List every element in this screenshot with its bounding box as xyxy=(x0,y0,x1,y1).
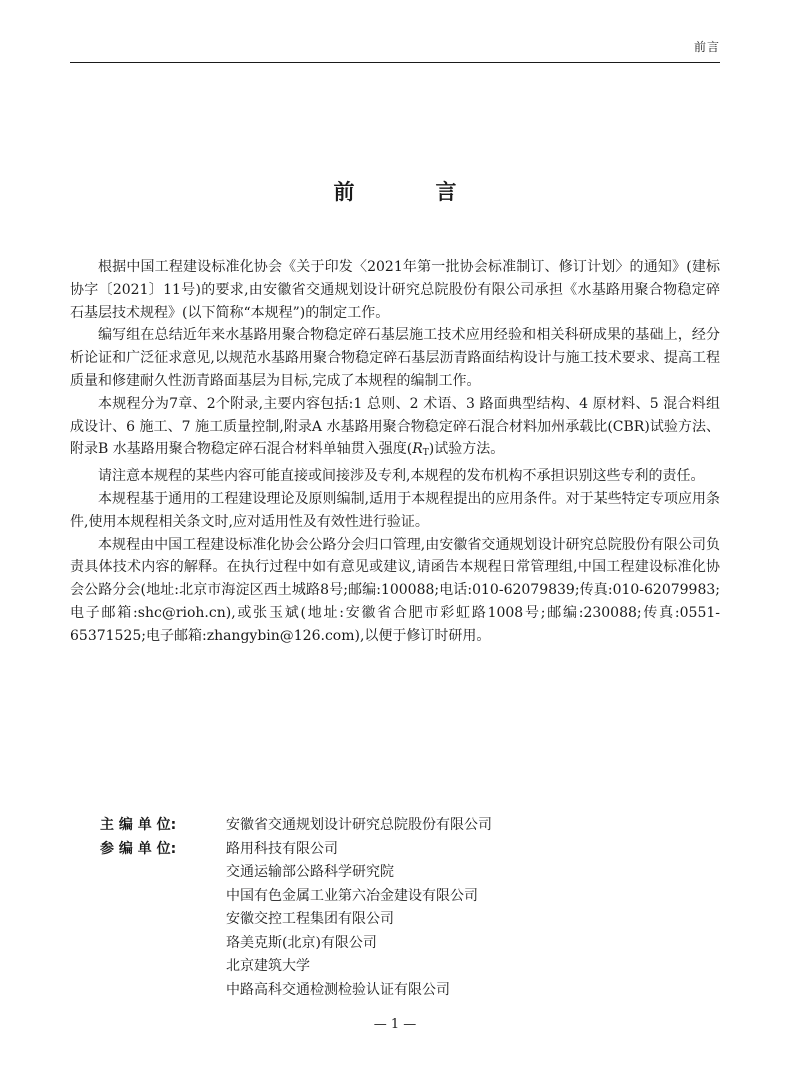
page-number: — 1 — xyxy=(373,1017,417,1032)
participating-unit: 中路高科交通检测检验认证有限公司 xyxy=(226,981,450,998)
running-header: 前言 xyxy=(693,40,720,54)
paragraph-1: 根据中国工程建设标准化协会《关于印发〈2021年第一批协会标准制订、修订计划〉的通知》(建标协字〔2021〕11号)的要求,由安徽省交通规划设计研究总院股份有限公司承担《水基路用聚合物稳定碎石基层技术规程》(以下简称“本规程”)的制定工作。 xyxy=(70,259,720,321)
participating-unit: 珞美克斯(北京)有限公司 xyxy=(226,934,377,951)
paragraph-3-main: 本规程分为7章、2个附录,主要内容包括:1 总则、2 术语、3 路面典型结构、4 原材料、5 混合料组成设计、6 施工、7 施工质量控制,附录A 水基路用聚合物稳定碎石混合材料加州承载比(CBR)试验方法、附录B 水基路用聚合物稳定碎石混合材料单轴贯入强度( xyxy=(70,395,720,458)
paragraph-2: 编写组在总结近年来水基路用聚合物稳定碎石基层施工技术应用经验和相关科研成果的基础上，经分析论证和广泛征求意见,以规范水基路用聚合物稳定碎石基层沥青路面结构设计与施工技术要求、提高工程质量和修建耐久性沥青路面基层为目标,完成了本规程的编制工作。 xyxy=(70,327,720,389)
participating-unit: 交通运输部公路科学研究院 xyxy=(226,864,394,880)
participating-unit-label: 参 编 单 位: xyxy=(100,840,177,857)
participating-units-row xyxy=(100,838,700,1003)
paragraph-3-tail: )试验方法。 xyxy=(428,441,505,458)
strength-symbol: R xyxy=(412,441,423,458)
participating-unit: 中国有色金属工业第六冶金建设有限公司 xyxy=(226,887,478,904)
editorial-units xyxy=(100,814,700,1002)
paragraph-5: 本规程基于通用的工程建设理论及原则编制,适用于本规程提出的应用条件。对于某些特定专项应用条件,使用本规程相关条文时,应对适用性及有效性进行验证。 xyxy=(70,490,720,530)
participating-unit: 安徽交控工程集团有限公司 xyxy=(226,911,394,927)
participating-unit: 路用科技有限公司 xyxy=(226,840,338,857)
chief-unit-label: 主 编 单 位: xyxy=(100,817,177,833)
paragraph-6: 本规程由中国工程建设标准化协会公路分会归口管理,由安徽省交通规划设计研究总院股份有限公司负责具体技术内容的解释。在执行过程中如有意见或建议,请函告本规程日常管理组,中国工程建设标准化协会公路分会(地址:北京市海淀区西土城路8号;邮编:100088;电话:010-62079839;传真:010-62079983;电子邮箱:shc@rioh.cn),或张玉斌(地址:安徽省合肥市彩虹路1008号;邮编:230088;传真:0551-65371525;电子邮箱:zhangybin@126.com),以便于修订时研用。 xyxy=(70,536,720,644)
preface-body xyxy=(70,256,720,648)
participating-unit: 北京建筑大学 xyxy=(226,958,310,974)
page-title: 前 言 xyxy=(333,180,487,204)
participating-unit-list xyxy=(226,838,478,1003)
strength-subscript: T xyxy=(422,448,429,459)
chief-unit-row xyxy=(100,814,700,838)
paragraph-4: 请注意本规程的某些内容可能直接或间接涉及专利,本规程的发布机构不承担识别这些专利的责任。 xyxy=(98,468,705,485)
chief-unit: 安徽省交通规划设计研究总院股份有限公司 xyxy=(226,817,492,833)
header-rule xyxy=(70,62,720,63)
paragraph-3 xyxy=(70,393,720,465)
